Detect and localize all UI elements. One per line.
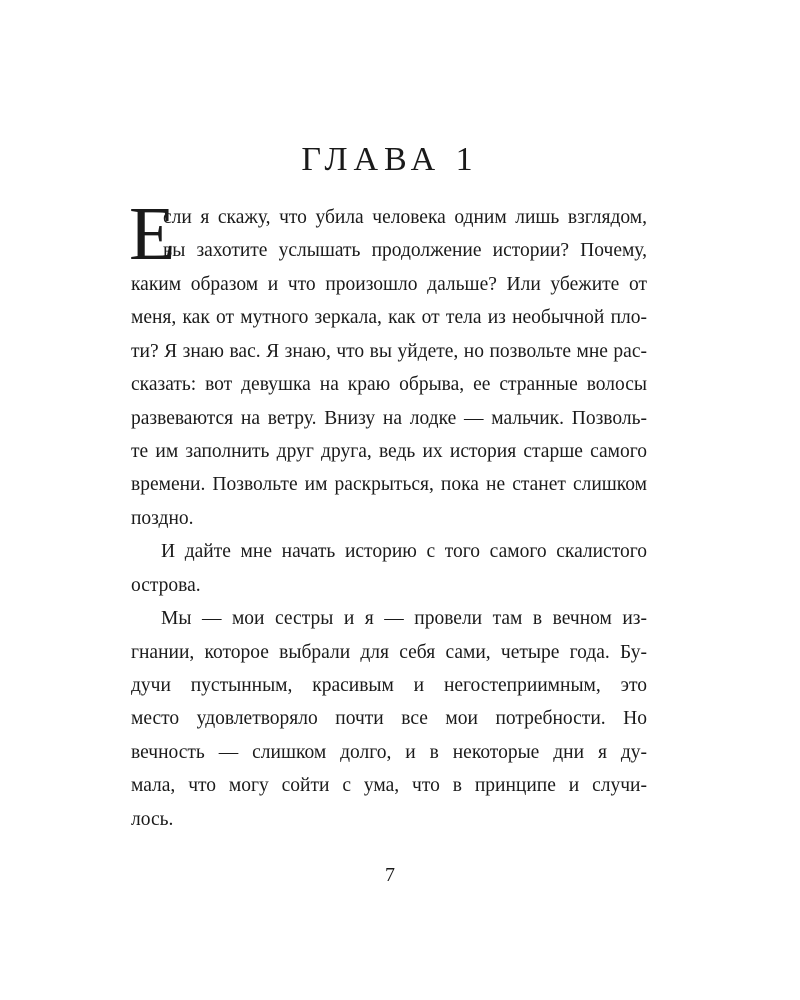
text-line: ти? Я знаю вас. Я знаю, что вы уйдете, но позвольте мне рас- [131, 341, 647, 362]
text-line: каким образом и что произошло дальше? Или убежите от [131, 274, 647, 295]
text-line: те им заполнить друг друга, ведь их история старше самого [131, 441, 647, 462]
text-line: сказать: вот девушка на краю обрыва, ее странные волосы [131, 374, 647, 395]
text-line: времени. Позвольте им раскрыться, пока не станет слишком [131, 474, 647, 495]
text-line: поздно. [131, 508, 194, 529]
text-line: вечность — слишком долго, и в некоторые дни я ду- [131, 742, 647, 763]
page-number: 7 [385, 864, 395, 886]
text-line: лось. [131, 809, 174, 830]
text-line: И дайте мне начать историю с того самого скалистого [161, 541, 647, 562]
text-line: дучи пустынным, красивым и негостеприимным, это [131, 675, 647, 696]
text-line: Мы — мои сестры и я — провели там в вечном из- [161, 608, 647, 629]
text-line: острова. [131, 575, 201, 596]
text-line: развеваются на ветру. Внизу на лодке — мальчик. Позволь- [131, 408, 647, 429]
text-line: сли я скажу, что убила человека одним лишь взглядом, [163, 207, 647, 228]
chapter-title: ГЛАВА 1 [301, 141, 479, 178]
drop-cap: Е [129, 192, 176, 276]
text-line: гнании, которое выбрали для себя сами, четыре года. Бу- [131, 642, 647, 663]
text-line: меня, как от мутного зеркала, как от тела из необычной пло- [131, 307, 647, 328]
text-line: место удовлетворяло почти все мои потребности. Но [131, 708, 647, 729]
text-line: вы захотите услышать продолжение истории? Почему, [163, 240, 647, 261]
text-line: мала, что могу сойти с ума, что в принципе и случи- [131, 775, 647, 796]
